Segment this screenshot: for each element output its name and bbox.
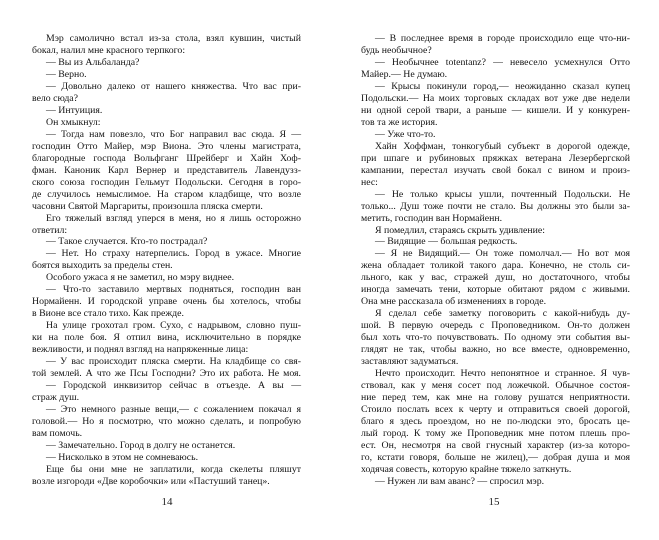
text-line: — Нужен ли вам аванс? — спросил мэр. bbox=[375, 475, 545, 487]
text-line: Я помедлил, стараясь скрыть удивление: bbox=[375, 224, 545, 236]
text-line: фман. Каноник Карл Вернер и представитель Лавендузз- bbox=[32, 164, 301, 176]
text-line: На улице грохотал гром. Сухо, с надрывом, словно пуш- bbox=[46, 320, 301, 332]
text-line: вело сюда? bbox=[32, 92, 79, 104]
text-line: Он хмыкнул: bbox=[46, 116, 101, 128]
text-line: головой.— Но я посмотрю, что можно сделать, и попробую bbox=[32, 416, 301, 427]
text-line: — Верно. bbox=[46, 68, 87, 80]
text-line: шой. В первую очередь с Проповедником. Он-то должен bbox=[361, 320, 630, 332]
text-line: Подольски.— На моих торговых складах вот уже две недели bbox=[361, 92, 630, 104]
text-line: будь необычное? bbox=[361, 44, 432, 56]
text-line: иногда замечать тени, которые обитают рядом с живыми. bbox=[361, 284, 630, 296]
text-line: господин Отто Майер, мэр Виона. Это члены магистрата, bbox=[32, 140, 301, 152]
text-line: ответил: bbox=[32, 224, 68, 236]
text-line: — Нет. Но страху натерпелись. Город в ужасе. Многие bbox=[46, 248, 301, 260]
text-line: ствовал, как у меня сосет под ложечкой. Обычное состоя- bbox=[361, 380, 630, 392]
text-line: благородные господа Вольфганг Шрейберг и Хайн Хоф- bbox=[32, 152, 301, 164]
text-line: при шпаге и рубиновых пряжках ветерана Лезербергской bbox=[361, 152, 630, 164]
text-line: жена обладает толикой такого дара. Конечно, не столь си- bbox=[361, 260, 630, 272]
text-line: — Не только крысы ушли, почтенный Подольски. Не bbox=[375, 188, 630, 200]
text-line: ки на поле боя. Я отпил вина, исключительно в порядке bbox=[32, 332, 301, 344]
text-line: страж душ. bbox=[32, 392, 80, 404]
text-line: благо я здесь проездом, но не по-людски это, бросать це- bbox=[361, 416, 630, 427]
text-line: метить, господин ван Нормайенн. bbox=[361, 212, 503, 224]
text-line: ходячая совесть, которую крайне тяжело заткнуть. bbox=[361, 463, 572, 475]
right-page bbox=[361, 33, 630, 488]
text-line: — Уже что-то. bbox=[375, 128, 436, 140]
text-line: часовни Святой Маргариты, произошла пляска смерти. bbox=[32, 200, 263, 212]
left-page bbox=[32, 33, 301, 488]
text-line: был хоть что-то почувствовать. По одному эти события вы- bbox=[361, 332, 630, 344]
text-line: го, кстати говоря, больше не жилец),— добрая душа и моя bbox=[361, 451, 630, 463]
text-line: Стоило послать всех к черту и отправиться своей дорогой, bbox=[361, 404, 630, 416]
text-line: Хайн Хоффман, тонкогубый субъект в дорогой одежде, bbox=[375, 140, 630, 152]
text-line: Еще бы они мне не заплатили, когда скелеты пляшут bbox=[46, 463, 301, 475]
text-line: боятся выходить за пределы стен. bbox=[32, 260, 173, 272]
page-number-left: 14 bbox=[161, 496, 173, 508]
text-line: Нечто происходит. Нечто непонятное и странное. Я чув- bbox=[375, 368, 630, 380]
text-line: Особого ужаса я не заметил, но мэру виднее. bbox=[46, 272, 235, 284]
text-line: льного, как у вас, стражей душ, но достаточного, чтобы bbox=[361, 272, 630, 284]
text-line: Нормайенн. И городской управе очень бы хотелось, чтобы bbox=[32, 296, 301, 308]
text-line: — Замечательно. Город в долгу не останется. bbox=[46, 439, 236, 451]
text-line: — Это немного разные вещи,— с сожалением покачал я bbox=[46, 404, 301, 416]
text-line: — Интуиция. bbox=[46, 104, 103, 116]
text-line: — Видящие — большая редкость. bbox=[375, 236, 518, 248]
text-line: в Вионе все стало тихо. Как прежде. bbox=[32, 308, 184, 320]
text-line: кампании, перестал изучать свой бокал с вином и произ- bbox=[361, 164, 630, 176]
text-line: бокал, налил мне красного терпкого: bbox=[32, 44, 186, 56]
text-line: ни одной серой твари, а раньше — кишели. И у конкурен- bbox=[361, 104, 630, 116]
text-line: лый город. К тому же Проповедник мне потом плешь про- bbox=[361, 427, 630, 439]
text-line: де случилось немыслимое. На старом кладбище, что возле bbox=[32, 188, 301, 200]
text-line: ние перед тем, как мне на голову рушатся неприятности. bbox=[361, 392, 630, 404]
text-line: — Такое случается. Кто-то пострадал? bbox=[46, 236, 208, 248]
text-line: — Нисколько в этом не сомневаюсь. bbox=[46, 451, 199, 463]
text-line: тов та же история. bbox=[361, 116, 438, 128]
text-line: ского союза господин Гельмут Подольски. Сегодня в горо- bbox=[32, 176, 301, 188]
text-line: Его тяжелый взгляд уперся в меня, но я лишь осторожно bbox=[46, 212, 301, 224]
text-line: Майер.— Не думаю. bbox=[361, 68, 448, 80]
text-line: — У вас происходит пляска смерти. На кладбище со свя- bbox=[46, 356, 301, 368]
text-line: нес: bbox=[361, 176, 378, 188]
text-line: вам помочь. bbox=[32, 427, 83, 439]
text-line: — Довольно далеко от нашего княжества. Что вас при- bbox=[46, 80, 301, 92]
text-line: — Я не Видящий.— Он тоже помолчал.— Но вот моя bbox=[375, 248, 630, 260]
text-line: — Что-то заставило мертвых подняться, господин ван bbox=[46, 284, 301, 296]
text-line: вежливости, и поднял взгляд на напряженные лица: bbox=[32, 344, 249, 356]
text-line: — Городской инквизитор сейчас в отъезде. А вы — bbox=[46, 380, 301, 392]
text-line: Она мне рассказала об изменениях в городе. bbox=[361, 296, 547, 308]
text-line: — Тогда нам повезло, что Бог направил вас сюда. Я — bbox=[46, 128, 301, 140]
text-line: ест. Он, несмотря на свой гнусный характер (из-за которо- bbox=[361, 439, 630, 451]
text-line: только... Душ тоже почти не стало. Вы должны это были за- bbox=[361, 200, 630, 212]
page-number-right: 15 bbox=[488, 496, 500, 508]
text-line: той землей. А что же Псы Господни? Это их работа. Не моя. bbox=[32, 368, 301, 380]
text-line: Мэр самолично встал из-за стола, взял кувшин, чистый bbox=[46, 33, 301, 44]
text-line: заставляют задуматься. bbox=[361, 356, 459, 368]
text-line: — Крысы покинули город,— неожиданно сказал купец bbox=[375, 80, 630, 92]
text-line: Я сделал себе заметку поговорить с какой-нибудь ду- bbox=[375, 308, 630, 320]
text-line: — В последнее время в городе происходило еще что-ни- bbox=[375, 33, 630, 44]
text-line: — Необычнее totentanz? — невесело усмехнулся Отто bbox=[375, 56, 630, 68]
text-line: возле изгороди «Две коробочки» или «Пастуший танец». bbox=[32, 475, 270, 487]
text-line: глядят не так, чтобы важно, но все вместе, одновременно, bbox=[361, 344, 630, 356]
text-line: — Вы из Альбаланда? bbox=[46, 56, 140, 68]
